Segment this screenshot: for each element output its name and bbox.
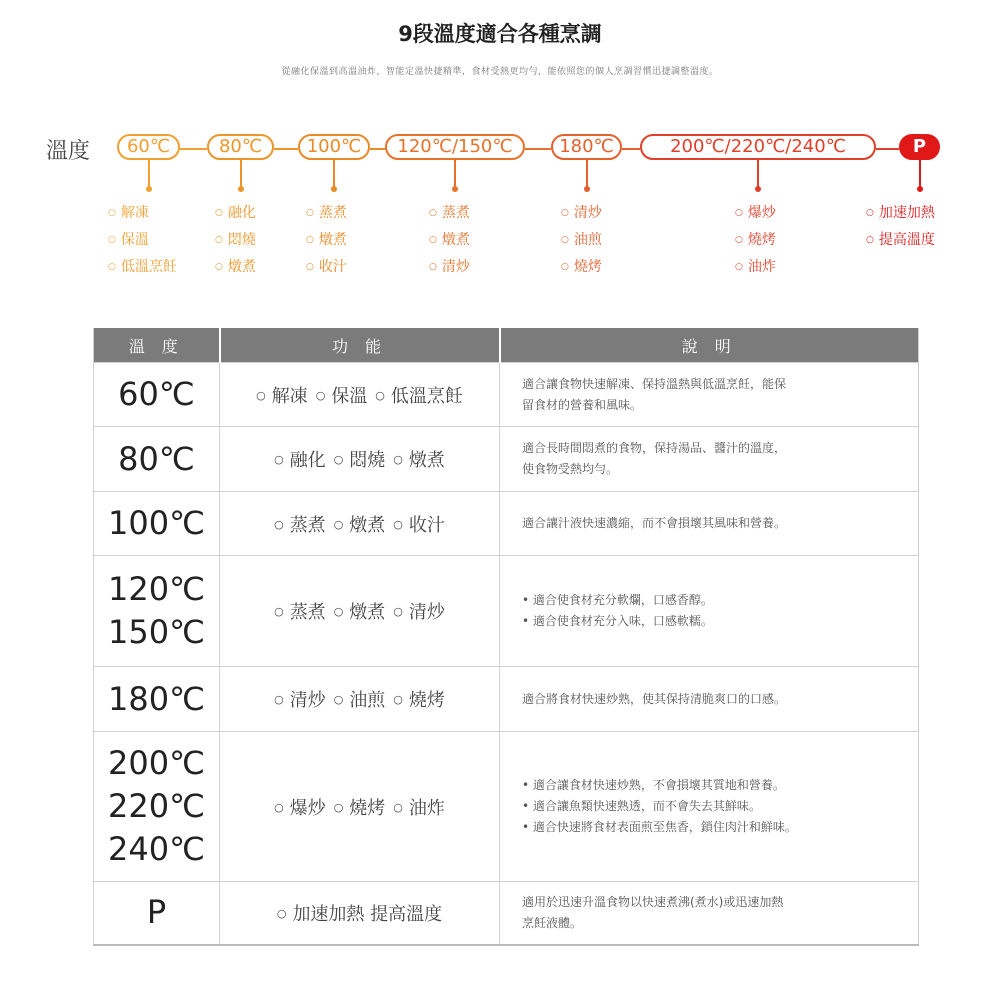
scale-connector-dot — [917, 186, 923, 192]
scale-stop-4: 180℃ — [551, 134, 622, 160]
function-item: ○ 蒸煮 — [274, 515, 326, 536]
description-cell — [500, 732, 919, 882]
scale-function-list — [306, 200, 347, 281]
scale-function-item: ○ 保溫 — [108, 227, 177, 254]
scale-function-item: ○ 燉煮 — [429, 227, 470, 254]
function-cell — [220, 427, 500, 492]
scale-function-item: ○ 悶燒 — [215, 227, 256, 254]
temperature-cell — [94, 882, 220, 945]
scale-connector — [240, 160, 242, 188]
function-item: ○ 油炸 — [393, 798, 445, 819]
description-cell — [500, 363, 919, 427]
temperature-value: 100℃ — [107, 504, 205, 542]
function-item: ○ 爆炒 — [274, 798, 326, 819]
scale-function-item: ○ 解凍 — [108, 200, 177, 227]
description-line: 使食物受熱均勻。 — [522, 462, 619, 476]
scale-connector — [454, 160, 456, 188]
scale-connector — [333, 160, 335, 188]
temperature-table — [93, 328, 919, 946]
scale-track-segment — [525, 148, 551, 150]
scale-function-item: ○ 清炒 — [429, 254, 470, 281]
scale-function-item: ○ 油煎 — [561, 227, 602, 254]
scale-track-segment — [622, 148, 640, 150]
description-line: 留食材的營養和風味。 — [522, 397, 643, 412]
description-cell — [500, 667, 919, 732]
description-line: 適用於迅速升溫食物以快速煮沸(煮水)或迅速加熱 — [522, 894, 784, 909]
description-cell — [500, 427, 919, 492]
function-item: ○ 收汁 — [393, 515, 445, 536]
scale-function-list — [866, 200, 935, 254]
function-item: ○ 低溫烹飪 — [375, 386, 463, 407]
scale-stop-1: 80℃ — [207, 134, 274, 160]
function-cell — [220, 556, 500, 667]
function-item: ○ 油煎 — [334, 690, 386, 711]
function-item: ○ 悶燒 — [334, 450, 386, 471]
header-temperature: 溫 度 — [94, 328, 220, 363]
temperature-value: 240℃ — [107, 830, 205, 868]
scale-connector-dot — [146, 186, 152, 192]
table-row — [94, 667, 919, 732]
function-item: ○ 燉煮 — [334, 515, 386, 536]
function-item: ○ 燒烤 — [393, 690, 445, 711]
scale-connector — [919, 160, 921, 188]
page-title: 9段溫度適合各種烹調 — [398, 22, 602, 46]
scale-function-item: ○ 爆炒 — [735, 200, 776, 227]
function-item: ○ 燒烤 — [334, 798, 386, 819]
table-row — [94, 492, 919, 556]
temperature-value: 60℃ — [118, 375, 195, 413]
function-item: ○ 融化 — [274, 450, 326, 471]
function-cell — [220, 667, 500, 732]
temperature-value: 200℃ — [107, 744, 205, 782]
scale-function-list — [108, 200, 177, 281]
page-subtitle: 從融化保溫到高溫油炸，智能定溫快捷精準，食材受熱更均勻，能依照您的個人烹調習慣迅捷調整溫度。 — [281, 67, 719, 77]
function-cell — [220, 492, 500, 556]
scale-stop-0: 60℃ — [117, 134, 180, 160]
scale-function-item: ○ 提高溫度 — [866, 227, 935, 254]
description-line: • 適合讓魚類快速熟透，而不會失去其鮮味。 — [522, 799, 761, 813]
temperature-cell — [94, 427, 220, 492]
scale-connector-dot — [331, 186, 337, 192]
description-line: 烹飪液體。 — [522, 915, 583, 930]
scale-function-item: ○ 加速加熱 — [866, 200, 935, 227]
header-description: 說 明 — [500, 328, 919, 363]
scale-connector-dot — [584, 186, 590, 192]
description-line: 適合讓食物快速解凍、保持溫熱與低溫烹飪，能保 — [522, 376, 787, 391]
scale-function-item: ○ 燉煮 — [306, 227, 347, 254]
function-cell — [220, 882, 500, 945]
scale-stop-6: P — [899, 134, 940, 160]
temperature-value: 150℃ — [107, 613, 205, 651]
function-item: ○ 加速加熱 提高溫度 — [277, 904, 442, 925]
scale-function-item: ○ 低溫烹飪 — [108, 254, 177, 281]
description-line: 適合將食材快速炒熟，使其保持清脆爽口的口感。 — [522, 691, 787, 706]
scale-function-item: ○ 融化 — [215, 200, 256, 227]
table-row — [94, 732, 919, 882]
scale-function-item: ○ 蒸煮 — [306, 200, 347, 227]
function-item: ○ 清炒 — [274, 690, 326, 711]
temperature-cell — [94, 667, 220, 732]
table-row — [94, 882, 919, 945]
table-row — [94, 427, 919, 492]
scale-connector-dot — [755, 186, 761, 192]
scale-function-item: ○ 燒烤 — [561, 254, 602, 281]
table-header-row — [94, 328, 919, 363]
scale-stop-3: 120℃/150℃ — [385, 134, 525, 160]
scale-function-list — [215, 200, 256, 281]
scale-connector — [757, 160, 759, 188]
description-line: • 適合快速將食材表面煎至焦香，鎖住肉汁和鮮味。 — [522, 820, 797, 834]
description-line: 適合讓汁液快速濃縮，而不會損壞其風味和營養。 — [522, 516, 787, 530]
temperature-cell — [94, 556, 220, 667]
scale-track-segment — [370, 148, 385, 150]
scale-connector-dot — [238, 186, 244, 192]
scale-function-list — [561, 200, 602, 281]
scale-stop-2: 100℃ — [298, 134, 370, 160]
scale-function-list — [429, 200, 470, 281]
function-item: ○ 蒸煮 — [274, 602, 326, 623]
function-item: ○ 燉煮 — [334, 602, 386, 623]
scale-track-segment — [180, 148, 207, 150]
temperature-cell — [94, 732, 220, 882]
description-cell — [500, 492, 919, 556]
temperature-cell — [94, 492, 220, 556]
temperature-value: 80℃ — [118, 439, 195, 478]
scale-connector-dot — [452, 186, 458, 192]
function-cell — [220, 363, 500, 427]
scale-function-item: ○ 油炸 — [735, 254, 776, 281]
scale-function-list — [735, 200, 776, 281]
scale-function-item: ○ 燉煮 — [215, 254, 256, 281]
temperature-value: 120℃ — [107, 570, 205, 608]
scale-track-segment — [876, 148, 899, 150]
table-row — [94, 363, 919, 427]
scale-function-item: ○ 清炒 — [561, 200, 602, 227]
scale-function-item: ○ 收汁 — [306, 254, 347, 281]
function-item: ○ 保溫 — [316, 386, 368, 407]
description-cell — [500, 556, 919, 667]
temperature-value: 180℃ — [107, 679, 205, 718]
description-cell — [500, 882, 919, 945]
scale-connector — [586, 160, 588, 188]
description-line: • 適合使食材充分軟爛，口感香醇。 — [522, 593, 713, 607]
function-cell — [220, 732, 500, 882]
table-row — [94, 556, 919, 667]
description-line: 適合長時間悶煮的食物，保持湯品、醬汁的溫度， — [522, 441, 787, 455]
scale-connector — [148, 160, 150, 188]
temperature-value: P — [146, 893, 167, 932]
description-line: • 適合使食材充分入味，口感軟糯。 — [522, 614, 713, 628]
header-function: 功 能 — [220, 328, 500, 363]
description-line: • 適合讓食材快速炒熟，不會損壞其質地和營養。 — [522, 778, 785, 792]
temperature-value: 220℃ — [107, 787, 205, 825]
scale-track-segment — [274, 148, 298, 150]
scale-label: 溫度 — [46, 139, 91, 164]
scale-stop-5: 200℃/220℃/240℃ — [640, 134, 876, 160]
temperature-cell — [94, 363, 220, 427]
scale-function-item: ○ 燒烤 — [735, 227, 776, 254]
function-item: ○ 清炒 — [393, 602, 445, 623]
function-item: ○ 燉煮 — [393, 450, 445, 471]
function-item: ○ 解凍 — [256, 386, 308, 407]
scale-function-item: ○ 蒸煮 — [429, 200, 470, 227]
